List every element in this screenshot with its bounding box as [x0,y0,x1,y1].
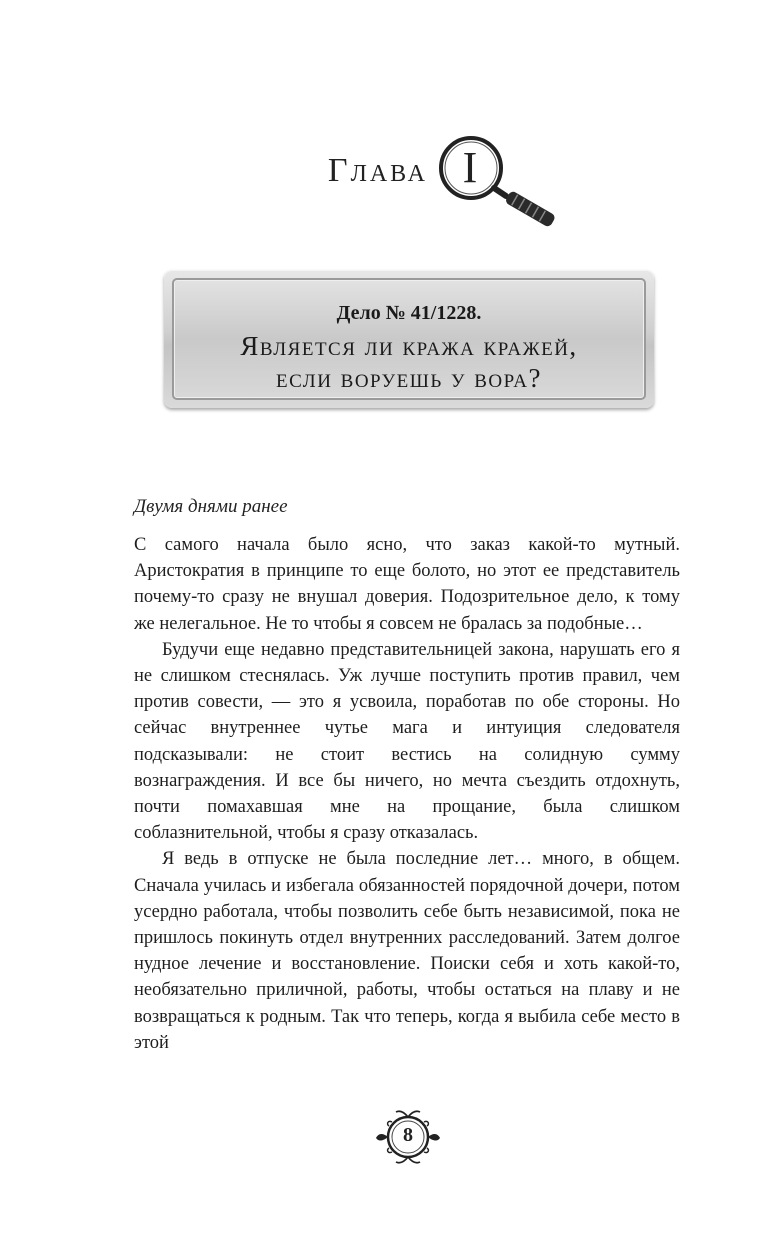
page-number: 8 [403,1124,413,1146]
paragraph-1: С самого начала было ясно, что заказ какой-то мутный. Аристократия в принципе то еще болото, но этот ее представитель почему-то сразу не внушал доверия. Подозрительное дело, к тому же нелегальное. Не то чтобы я совсем не бралась за подобные… [134,535,680,634]
chapter-word: Глава [327,152,428,189]
paragraph-2: Будучи еще недавно представительницей закона, нарушать его я не слишком стеснялась. Уж лучше поступить против правил, чем против совести, — это я усвоила, поработав по обе стороны. Но сейчас внутреннее чутье мага и интуиция следователя подсказывали: не стоит вестись на солидную сумму вознаграждения. И все бы ничего, но мечта съездить отдохнуть, почти помахавшая мне на прощание, была слишком соблазнительной, чтобы я сразу отказалась. [134,639,680,844]
section-subtitle: Двумя днями ранее [134,496,288,517]
chapter-heading [0,130,768,230]
chapter-number: I [462,143,478,192]
case-plate-frame [172,278,646,400]
case-number: Дело № 41/1228. [336,302,482,324]
body-text [134,532,680,1056]
paragraph-3: Я ведь в отпуске не была последние лет… много, в общем. Сначала училась и избегала обязанностей порядочной дочери, потом усердно работала, чтобы позволить себе быть независимой, пока не пришлось покинуть отдел внутренних расследований. Затем долгое нудное лечение и восстановление. Поиски себя и хоть какой-то, необязательно приличной, работы, чтобы остаться на плаву и не возвращаться к родным. Так что теперь, когда я выбила себе место в этой [134,849,680,1053]
case-title [174,330,644,394]
case-title-line-1: Является ли кража кражей, [240,331,578,361]
case-plate [164,270,654,408]
case-title-line-2: если воруешь у вора? [276,363,542,393]
